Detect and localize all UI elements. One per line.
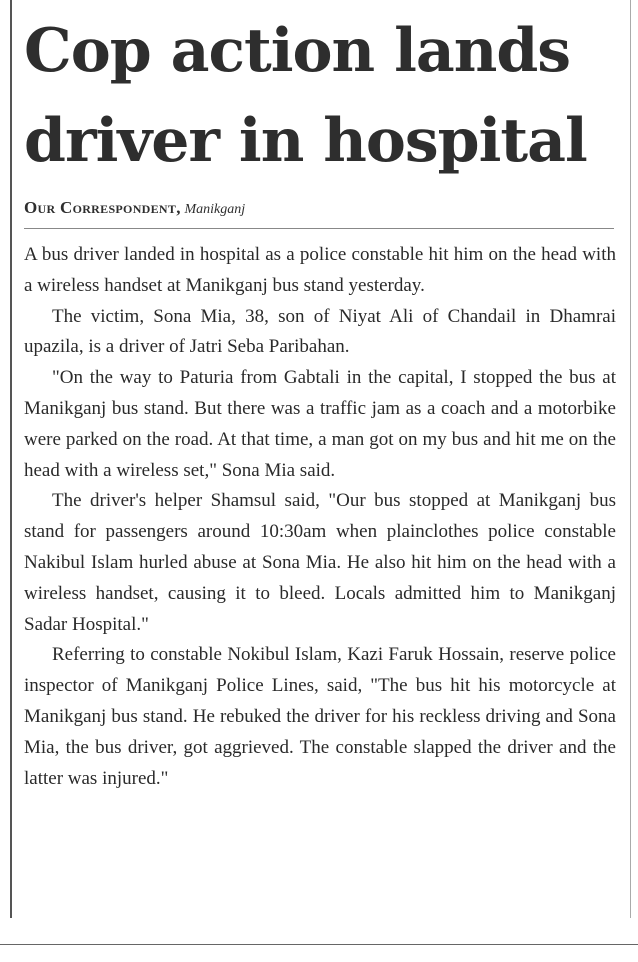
paragraph-3: "On the way to Paturia from Gabtali in the capital, I stopped the bus at Manikganj bus stand. But there was a traffic jam as a coach and a motorbike were parked on the road. At that time, a man got on my bus and hit me on the head with a wireless set," Sona Mia said. (24, 367, 616, 481)
byline-correspondent: Our Correspondent, (24, 198, 181, 217)
bottom-rule (0, 944, 638, 945)
paragraph-1: A bus driver landed in hospital as a police constable hit him on the head with a wireless handset at Manikganj bus stand yesterday. (24, 244, 616, 296)
byline-place: Manikganj (184, 202, 246, 217)
headline: Cop action lands driver in hospital (24, 16, 587, 176)
byline-separator (24, 228, 614, 229)
left-column-rule (10, 0, 12, 918)
paragraph-5: Referring to constable Nokibul Islam, Kazi Faruk Hossain, reserve police inspector of Manikganj Police Lines, said, "The bus hit his motorcycle at Manikganj bus stand. He rebuked the driver for his reckless driving and Sona Mia, the bus driver, got aggrieved. The constable slapped the driver and the latter was injured." (24, 644, 616, 789)
article-body (24, 240, 616, 794)
paragraph-4: The driver's helper Shamsul said, "Our bus stopped at Manikganj bus stand for passengers around 10:30am when plainclothes police constable Nakibul Islam hurled abuse at Sona Mia. He also hit him on the head with a wireless handset, causing it to bleed. Locals admitted him to Manikganj Sadar Hospital." (24, 490, 616, 635)
byline (24, 198, 245, 220)
right-column-rule (630, 0, 631, 918)
paragraph-2: The victim, Sona Mia, 38, son of Niyat Ali of Chandail in Dhamrai upazila, is a driver of Jatri Seba Paribahan. (24, 305, 616, 358)
